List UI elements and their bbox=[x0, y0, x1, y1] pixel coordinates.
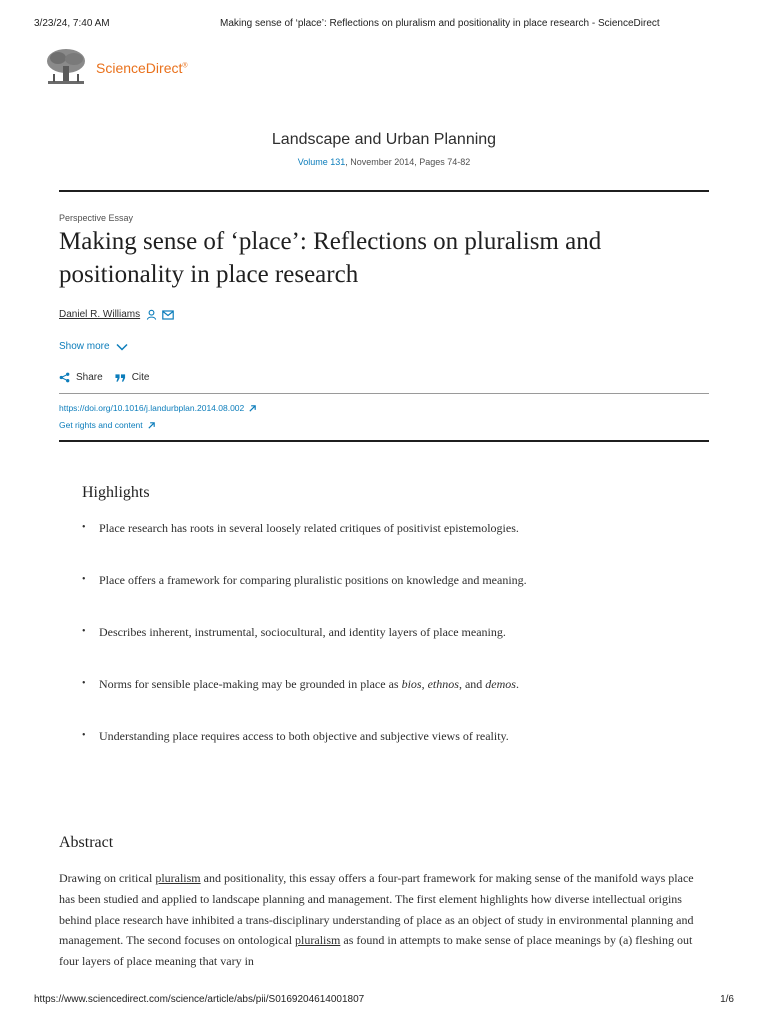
elsevier-tree-icon bbox=[44, 48, 88, 86]
rights-text: Get rights and content bbox=[59, 420, 143, 430]
external-link-icon bbox=[248, 404, 257, 413]
chevron-down-icon bbox=[116, 343, 128, 351]
highlight-item: • Place research has roots in several loosely related critiques of positivist epistemologies. bbox=[82, 518, 542, 570]
highlights-list bbox=[82, 518, 542, 746]
show-more-toggle[interactable] bbox=[59, 341, 128, 352]
doi-text: https://doi.org/10.1016/j.landurbplan.2014.08.002 bbox=[59, 403, 245, 413]
issue-details: , November 2014, Pages 74-82 bbox=[345, 157, 471, 167]
abstract-heading: Abstract bbox=[59, 834, 114, 851]
external-link-icon bbox=[147, 421, 156, 430]
print-datetime: 3/23/24, 7:40 AM bbox=[34, 18, 110, 29]
article-actions bbox=[59, 372, 161, 383]
doi-link[interactable] bbox=[59, 403, 257, 413]
volume-link[interactable]: Volume 131 bbox=[297, 157, 346, 167]
print-page-number: 1/6 bbox=[720, 994, 734, 1005]
print-url: https://www.sciencedirect.com/science/article/abs/pii/S0169204614001807 bbox=[34, 994, 365, 1005]
show-more-label: Show more bbox=[59, 341, 110, 352]
journal-title[interactable]: Landscape and Urban Planning bbox=[271, 131, 497, 148]
share-icon bbox=[59, 372, 70, 383]
print-page-title: Making sense of ‘place’: Reflections on pluralism and positionality in place research - ScienceDirect bbox=[220, 18, 660, 29]
links-divider bbox=[59, 440, 709, 442]
email-icon[interactable] bbox=[162, 310, 174, 320]
highlight-item: • Norms for sensible place-making may be grounded in place as bios, ethnos, and demos. bbox=[82, 674, 542, 726]
quote-icon bbox=[115, 373, 126, 383]
person-icon[interactable] bbox=[146, 309, 157, 320]
sciencedirect-logo[interactable] bbox=[44, 48, 194, 90]
highlight-item: • Describes inherent, instrumental, sociocultural, and identity layers of place meaning. bbox=[82, 622, 542, 674]
share-button[interactable] bbox=[59, 372, 103, 383]
pluralism-link[interactable]: pluralism bbox=[295, 933, 341, 948]
journal-issue-info bbox=[0, 157, 768, 167]
brand-name: ScienceDirect® bbox=[96, 60, 188, 76]
highlight-item: • Place offers a framework for comparing pluralistic positions on knowledge and meaning. bbox=[82, 570, 542, 622]
abstract-text: Drawing on critical pluralism and positionality, this essay offers a four-part framework for making sense of the manifold ways place has been studied and applied to landscape planning and management. The first element highlights how diverse intellectual origins behind place research have inhibited a trans-disciplinary understanding of place as an object of study in environmental planning and management. The second focuses on ontological pluralism as found in attempts to make sense of place meanings by (a) fleshing out four layers of place meaning that vary in bbox=[59, 871, 694, 969]
rights-link[interactable] bbox=[59, 420, 156, 430]
highlights-heading: Highlights bbox=[82, 484, 150, 501]
cite-button[interactable] bbox=[115, 372, 150, 383]
article-title: Making sense of ‘place’: Reflections on pluralism and positionality in place research bbox=[59, 228, 602, 288]
author-row bbox=[59, 309, 179, 320]
actions-divider bbox=[59, 393, 709, 394]
author-name[interactable]: Daniel R. Williams bbox=[59, 309, 141, 320]
article-type: Perspective Essay bbox=[59, 213, 134, 223]
header-divider bbox=[59, 190, 709, 192]
highlight-item: • Understanding place requires access to both objective and subjective views of reality. bbox=[82, 726, 542, 746]
cite-label: Cite bbox=[131, 372, 150, 383]
share-label: Share bbox=[76, 372, 103, 383]
pluralism-link[interactable]: pluralism bbox=[155, 871, 201, 885]
